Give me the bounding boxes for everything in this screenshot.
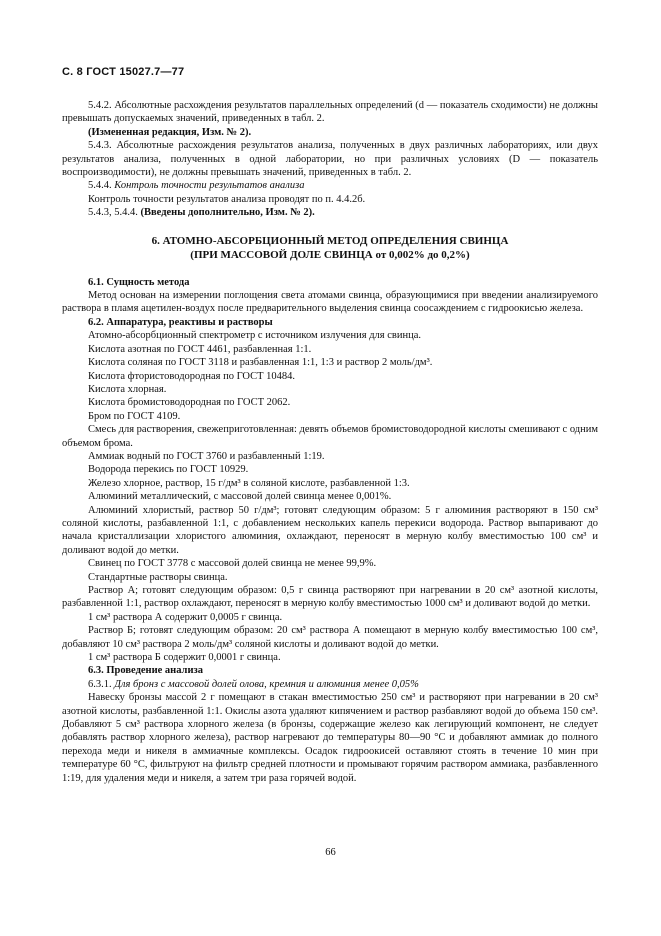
- reagent-item: Кислота соляная по ГОСТ 3118 и разбавленная 1:1, 1:3 и раствор 2 моль/дм³.: [88, 357, 433, 369]
- reagent-item: Атомно-абсорбционный спектрометр с источником излучения для свинца.: [88, 330, 422, 342]
- reagent-item: Кислота азотная по ГОСТ 4461, разбавленная 1:1.: [88, 343, 312, 355]
- reagent-item: Аммиак водный по ГОСТ 3760 и разбавленный 1:19.: [88, 450, 325, 462]
- paragraph-5-4-4-heading: [62, 179, 598, 192]
- reagent-item: 1 см³ раствора Б содержит 0,0001 г свинца.: [88, 652, 281, 664]
- heading-6-2: 6.2. Аппаратура, реактивы и растворы: [88, 316, 273, 328]
- clause-number: 5.4.3, 5.4.4.: [88, 207, 138, 219]
- clause-title: Для бронз с массовой долей олова, кремния и алюминия менее 0,05%: [114, 678, 419, 690]
- paragraph-5-4-4-text: Контроль точности результатов анализа проводят по п. 4.4.2б.: [88, 193, 366, 205]
- page-number: 66: [325, 847, 336, 858]
- reagent-item: Раствор А; готовят следующим образом: 0,5 г свинца растворяют при нагревании в 20 см³ азотной кислоты, разбавленной 1:1, раствор охлаждают, переносят в мерную колбу вместимостью 1000 см³ и доливают водой до метки.: [62, 585, 598, 610]
- reagent-item: Алюминий хлористый, раствор 50 г/дм³; готовят следующим образом: 5 г алюминия растворяют в 150 см³ соляной кислоты, разбавленной 1:1, с добавлением нескольких капель перекиси водорода. Раствор выпаривают до начала кристаллизации хлористого алюминия, охлаждают, переносят в мерную колбу вместимостью 100 см³ и доливают водой до метки.: [62, 504, 598, 556]
- page-header: С. 8 ГОСТ 15027.7—77: [62, 66, 185, 78]
- reagent-item: Бром по ГОСТ 4109.: [88, 410, 181, 422]
- paragraph-5-4-2: 5.4.2. Абсолютные расхождения результатов параллельных определений (d — показатель сходимости) не должны превышать допускаемых значений, приведенных в табл. 2.: [62, 100, 598, 125]
- paragraph-5-4-3: 5.4.3. Абсолютные расхождения результатов анализа, полученных в двух различных лабораториях, или двух результатов анализа, полученных в одной лаборатории, но при различных условиях (D — показатель воспроизводимости), не должны превышать значений, приведенных в табл. 2.: [62, 140, 598, 179]
- reagent-item: 1 см³ раствора А содержит 0,0005 г свинца.: [88, 611, 283, 623]
- section-title: 6. АТОМНО-АБСОРБЦИОННЫЙ МЕТОД ОПРЕДЕЛЕНИЯ СВИНЦА: [151, 234, 509, 247]
- amendment-text: (Введены дополнительно, Изм. № 2).: [140, 207, 315, 219]
- heading-6-1: 6.1. Сущность метода: [88, 276, 190, 288]
- reagent-item: Раствор Б; готовят следующим образом: 20 см³ раствора А помещают в мерную колбу вместимостью 100 см³, добавляют 10 см³ раствора 2 моль/дм³ соляной кислоты и доливают водой до метки.: [62, 625, 598, 650]
- heading-6-3-1: [62, 678, 598, 691]
- section-subtitle: (ПРИ МАССОВОЙ ДОЛЕ СВИНЦА от 0,002% до 0,2%): [190, 248, 470, 261]
- reagent-item: Кислота бромистоводородная по ГОСТ 2062.: [88, 397, 291, 409]
- reagent-item: Свинец по ГОСТ 3778 с массовой долей свинца не менее 99,9%.: [88, 558, 377, 570]
- clause-number: 5.4.4.: [88, 180, 112, 192]
- paragraph-6-3-1: Навеску бронзы массой 2 г помещают в стакан вместимостью 250 см³ и растворяют при нагревании в 20 см³ азотной кислоты, разбавленной 1:1. Окислы азота удаляют кипячением и раствор разбавляют водой до объема 150 см³. Добавляют 5 см³ раствора хлорного железа (в бронзы, содержащие железо как легирующий компонент, не следует добавлять раствор хлорного железа), раствор нагревают до температуры 80—90 °С и добавляют аммиак до полного перехода меди и никеля в аммиачные комплексы. Осадок гидроокисей оставляют стоять в течение 10 мин при температуре 60 °С, фильтруют на фильтр средней плотности и промывают горячим раствором аммиака, разбавленного 1:19, для удаления меди и никеля, а затем три раза горячей водой.: [62, 692, 598, 784]
- reagent-item: Стандартные растворы свинца.: [88, 571, 228, 583]
- reagent-item: Кислота фтористоводородная по ГОСТ 10484.: [88, 370, 296, 382]
- clause-number: 6.3.1.: [88, 678, 112, 690]
- paragraph-6-1: Метод основан на измерении поглощения света атомами свинца, образующимися при введении анализируемого раствора в пламя ацетилен-воздух после предварительного выделения свинца соосаждением с гидроокисью железа.: [62, 290, 598, 315]
- document-body: [62, 99, 598, 785]
- reagent-item: Водорода перекись по ГОСТ 10929.: [88, 464, 249, 476]
- amendment-note: (Измененная редакция, Изм. № 2).: [88, 126, 252, 138]
- heading-6-3: 6.3. Проведение анализа: [88, 665, 203, 677]
- reagent-item: Смесь для растворения, свежеприготовленная: девять объемов бромистоводородной кислоты смешивают с одним объемом брома.: [62, 424, 598, 449]
- clause-title: Контроль точности результатов анализа: [114, 180, 305, 192]
- reagent-item: Алюминий металлический, с массовой долей свинца менее 0,001%.: [88, 491, 392, 503]
- amendment-note-2: [62, 206, 598, 219]
- reagent-item: Железо хлорное, раствор, 15 г/дм³ в соляной кислоте, разбавленной 1:3.: [88, 477, 410, 489]
- reagent-item: Кислота хлорная.: [88, 383, 167, 395]
